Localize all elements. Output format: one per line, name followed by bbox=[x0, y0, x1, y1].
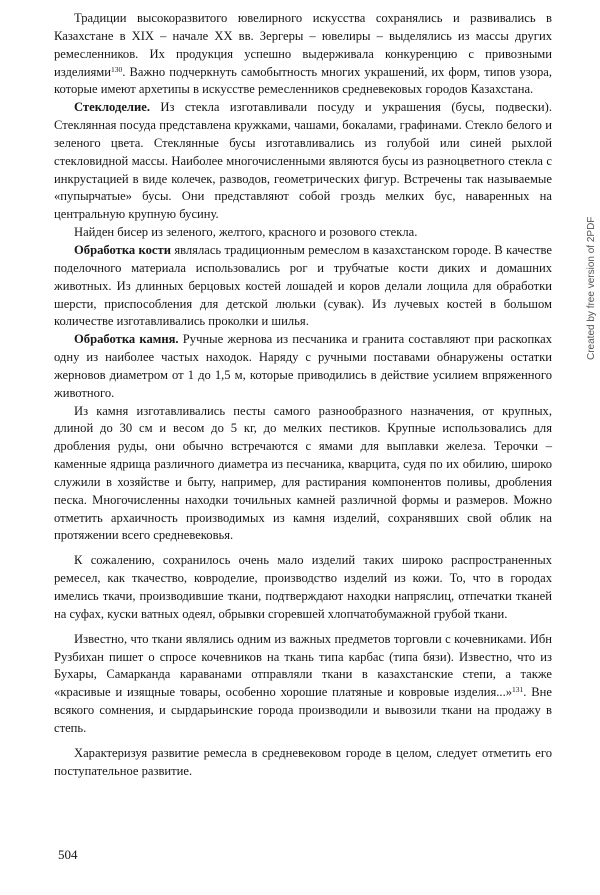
paragraph-glassmaking bbox=[54, 99, 552, 224]
text-segment: Ручные жернова из песчаника и гранита составляют при раскопках одну из наиболее частых находок. Наряду с ручными поставами обнаружены остатки жерновов диаметром от 1 до 1,5 м, которые приводились в действие усилием впряженного животного. bbox=[54, 332, 553, 400]
text-segment: . Важно подчеркнуть самобытность многих украшений, их форм, типов узора, которые имеют архетипы в искусстве ремесленников средневековых городов Казахстана. bbox=[54, 64, 552, 97]
paragraph-beads bbox=[54, 224, 552, 242]
text-segment: Традиции высокоразвитого ювелирного искусства сохранялись и развивались в Казахстане в XIX – начале XX вв. Зергеры – ювелиры – выделялись из массы других ремесленников. Их продукция успешно выдерживала конкуренцию с привозными изделиями bbox=[54, 11, 552, 79]
paragraph-textiles bbox=[54, 552, 552, 623]
text-segment: Из стекла изготавливали посуду и украшения (бусы, подвески). Стеклянная посуда представлена кружками, чашами, бокалами, графинами. Стекло белого и зеленого цвета. Стеклянные бусы изготавливались из голубой или синей рыхлой стекловидной массы. Наиболее многочисленными являются бусы из разноцветного стекла с инкрустацией в виде колечек, разводов, геометрических фигур. Встречены так называемые «пупырчатые» бусы. Они представляют собой гроздь мелких бус, наваренных на центральную крупную бусину. bbox=[54, 100, 552, 222]
section-heading-glassmaking: Стеклоделие. bbox=[74, 100, 150, 115]
paragraph-bone-working bbox=[54, 242, 552, 331]
page-number: 504 bbox=[58, 847, 78, 862]
text-segment: К сожалению, сохранилось очень мало изделий таких широко распространенных ремесел, как ткачество, ковроделие, производство изделий из кожи. То, что в городах имелись ткачи, производившие ткани, подтверждают находки напряслиц, отпечатки тканей на суфах, куски ватных одеял, обрывки сгоревшей хлопчатобумажной грубой ткани. bbox=[54, 553, 552, 621]
paragraph-conclusion bbox=[54, 745, 552, 781]
paragraph-trade bbox=[54, 631, 552, 738]
footnote-ref-131: 131 bbox=[512, 685, 524, 695]
text-segment: являлась традиционным ремеслом в казахстанском городе. В качестве поделочного материала использовались рог и трубчатые кости диких и домашних животных. Из длинных берцовых костей лошадей и коров делали лощила для обработки шерсти, приспособления для детской люльки (сувак). Из лучевых костей в большом количестве изготавливались проколки и шилья. bbox=[54, 242, 552, 329]
watermark-text: Created by free version of 2PDF bbox=[586, 216, 597, 360]
paragraph-stone-tools bbox=[54, 403, 552, 546]
paragraph-stone-working bbox=[54, 331, 552, 402]
text-segment: Найден бисер из зеленого, желтого, красного и розового стекла. bbox=[74, 225, 418, 240]
footnote-ref-130: 130 bbox=[111, 64, 123, 74]
text-segment: Характеризуя развитие ремесла в средневековом городе в целом, следует отметить его поступательное развитие. bbox=[54, 745, 552, 778]
text-segment: Из камня изготавливались песты самого разнообразного назначения, от крупных, длиной до 30 см и весом до 5 кг, до мелких пестиков. Крупные использовались для дробления руды, они обычно встречаются с ямами для выплавки железа. Терочки – каменные ядрища различного диаметра из песчаника, кварцита, судя по их обилию, широко служили в хозяйстве и быту, например, для растирания компонентов поливы, дробления песка. Многочисленны находки точильных камней различной формы и размеров. Можно отметить архаичность производимых из камня изделий, сохранявших свой облик на протяжении всего средневековья. bbox=[54, 403, 552, 543]
section-heading-stone-working: Обработка камня. bbox=[74, 332, 179, 347]
text-segment: Известно, что ткани являлись одним из важных предметов торговли с кочевниками. Ибн Рузбихан пишет о спросе кочевников на ткань типа карбас (типа бязи). Известно, что из Бухары, Самарканда караванами отправляли ткани в казахстанские степи, а также «красивые и изящные товары, особенно хорошие платяные и ковровые изделия...» bbox=[54, 631, 552, 700]
document-body bbox=[54, 10, 552, 780]
text-segment: . Вне всякого сомнения, и сырдарьинские города производили и вывозили ткани на продажу в степь. bbox=[54, 685, 552, 735]
section-heading-bone-working: Обработка кости bbox=[74, 242, 171, 257]
paragraph-jewelry bbox=[54, 10, 552, 99]
watermark bbox=[584, 130, 600, 360]
